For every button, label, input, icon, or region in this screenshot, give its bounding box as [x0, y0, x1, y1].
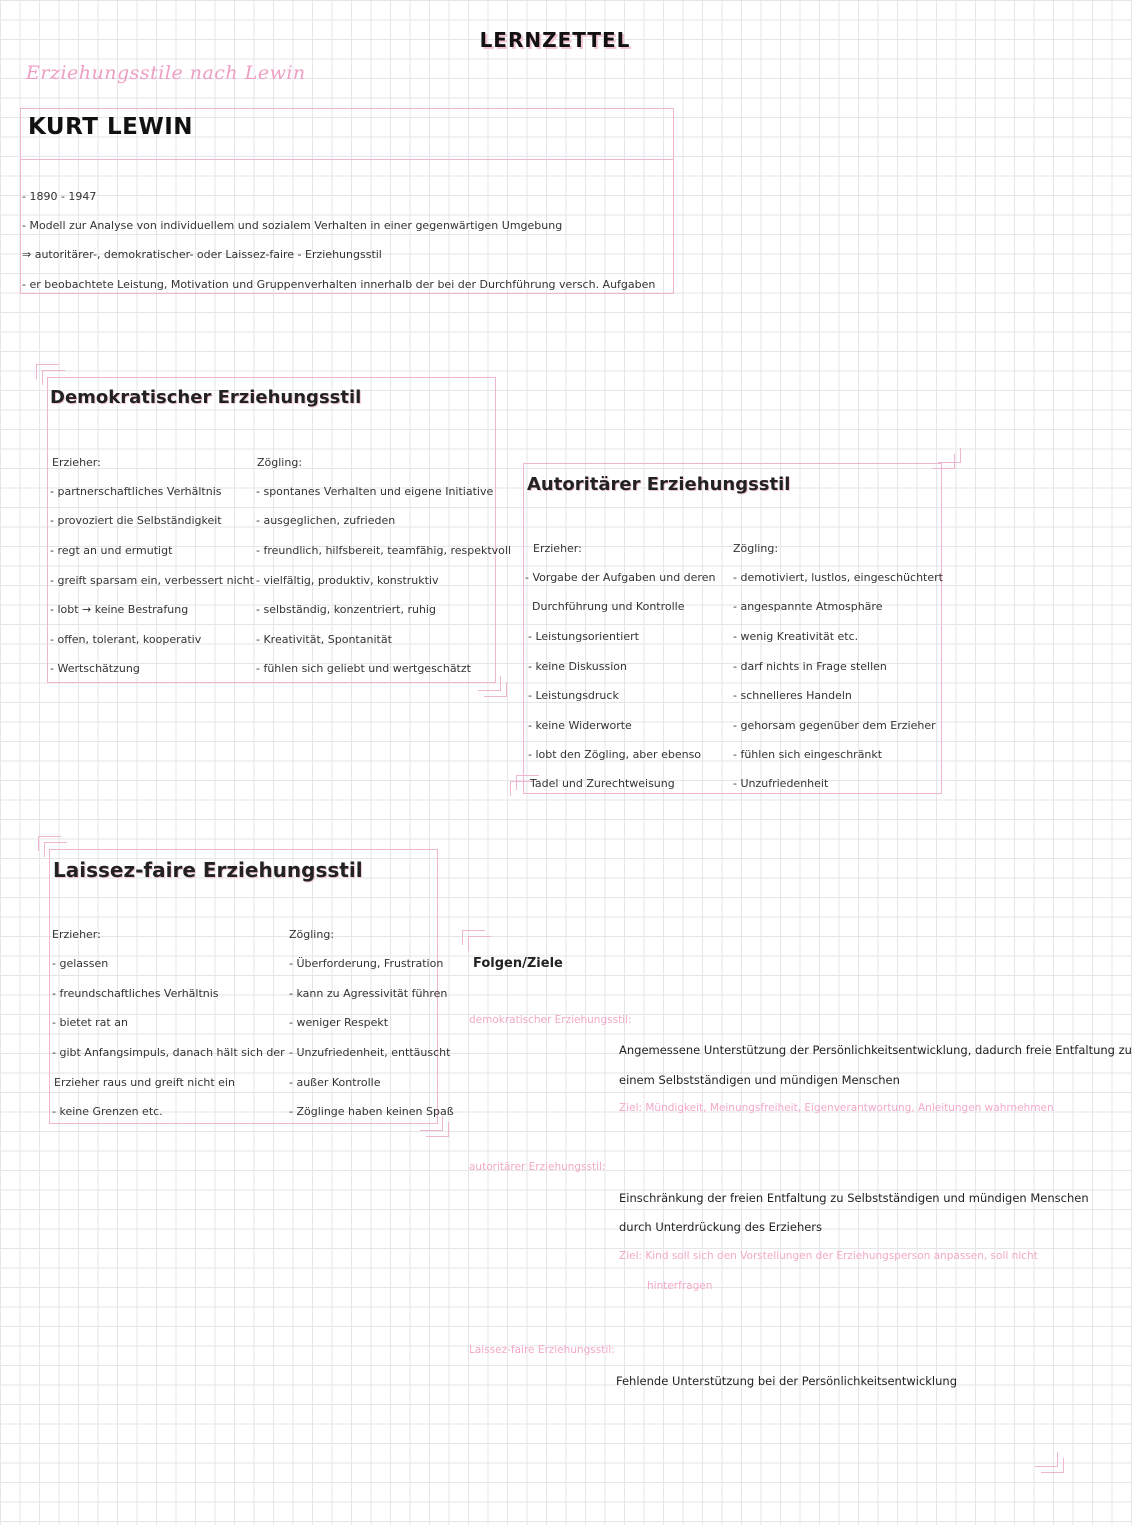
lewin-line: - Modell zur Analyse von individuellem und sozialem Verhalten in einer gegenwärtigen Umgebung	[22, 219, 563, 232]
page-title: LERNZETTEL	[479, 28, 631, 52]
autoritaer-erzieher-item: - lobt den Zögling, aber ebenso	[528, 748, 702, 761]
lewin-line: - 1890 - 1947	[22, 190, 97, 203]
demokratisch-erzieher-item: - Wertschätzung	[50, 662, 140, 675]
autoritaer-zoegling-item: - gehorsam gegenüber dem Erzieher	[733, 719, 936, 732]
folgen-demokratisch-text: Angemessene Unterstützung der Persönlichkeitsentwicklung, dadurch freie Entfaltung zu	[619, 1043, 1132, 1057]
demokratisch-erzieher-item: - regt an und ermutigt	[50, 544, 173, 557]
demokratisch-erzieher-item: - partnerschaftliches Verhältnis	[50, 485, 222, 498]
laissez-title: Laissez-faire Erziehungsstil	[53, 858, 363, 882]
autoritaer-title: Autoritärer Erziehungsstil	[527, 474, 791, 495]
laissez-erzieher-item: - freundschaftliches Verhältnis	[52, 987, 219, 1000]
folgen-laissez-text: Fehlende Unterstützung bei der Persönlichkeitsentwicklung	[616, 1374, 958, 1388]
laissez-zoegling-item: - außer Kontrolle	[289, 1076, 381, 1089]
laissez-erzieher-item: - gibt Anfangsimpuls, danach hält sich der	[52, 1046, 285, 1059]
erzieher-heading: Erzieher:	[533, 542, 582, 555]
demokratisch-erzieher-item: - lobt → keine Bestrafung	[50, 603, 189, 616]
demokratisch-zoegling-item: - selbständig, konzentriert, ruhig	[256, 603, 436, 616]
erzieher-heading: Erzieher:	[52, 928, 101, 941]
autoritaer-box	[523, 463, 942, 794]
laissez-zoegling-item: - weniger Respekt	[289, 1016, 389, 1029]
autoritaer-zoegling-item: - fühlen sich eingeschränkt	[733, 748, 883, 761]
lewin-line: - er beobachtete Leistung, Motivation und Gruppenverhalten innerhalb der bei der Durchführung versch. Aufgaben	[22, 278, 656, 291]
autoritaer-erzieher-item: - keine Widerworte	[528, 719, 632, 732]
laissez-zoegling-item: - Überforderung, Frustration	[289, 957, 444, 970]
folgen-demokratisch-label: demokratischer Erziehungsstil:	[469, 1014, 632, 1026]
erzieher-heading: Erzieher:	[52, 456, 101, 469]
folgen-demokratisch-ziel: Ziel: Mündigkeit, Meinungsfreiheit, Eigenverantwortung, Anleitungen wahrnehmen	[619, 1102, 1054, 1114]
autoritaer-zoegling-item: - Unzufriedenheit	[733, 777, 829, 790]
laissez-erzieher-item: - keine Grenzen etc.	[52, 1105, 163, 1118]
corner-decoration	[426, 1122, 449, 1137]
autoritaer-zoegling-item: - wenig Kreativität etc.	[733, 630, 859, 643]
autoritaer-erzieher-item: - keine Diskussion	[528, 660, 627, 673]
demokratisch-zoegling-item: - freundlich, hilfsbereit, teamfähig, respektvoll	[256, 544, 512, 557]
autoritaer-erzieher-item: - Vorgabe der Aufgaben und deren	[525, 571, 716, 584]
corner-decoration	[484, 682, 507, 697]
laissez-zoegling-item: - kann zu Agressivität führen	[289, 987, 448, 1000]
demokratisch-zoegling-item: - ausgeglichen, zufrieden	[256, 514, 396, 527]
autoritaer-erzieher-item: - Leistungsorientiert	[528, 630, 639, 643]
subject-heading: Erziehungsstile nach Lewin	[26, 62, 306, 84]
folgen-autoritaer-ziel: Ziel: Kind soll sich den Vorstellungen der Erziehungsperson anpassen, soll nicht	[619, 1250, 1038, 1262]
demokratisch-erzieher-item: - provoziert die Selbständigkeit	[50, 514, 222, 527]
lewin-line: ⇒ autoritärer-, demokratischer- oder Laissez-faire - Erziehungsstil	[22, 248, 382, 261]
demokratisch-erzieher-item: - greift sparsam ein, verbessert nicht	[50, 574, 254, 587]
folgen-autoritaer-text: Einschränkung der freien Entfaltung zu Selbstständigen und mündigen Menschen	[619, 1191, 1089, 1205]
zoegling-heading: Zögling:	[733, 542, 779, 555]
demokratisch-erzieher-item: - offen, tolerant, kooperativ	[50, 633, 202, 646]
autoritaer-zoegling-item: - darf nichts in Frage stellen	[733, 660, 887, 673]
folgen-demokratisch-text: einem Selbstständigen und mündigen Menschen	[619, 1073, 900, 1087]
autoritaer-erzieher-item: Durchführung und Kontrolle	[532, 600, 685, 613]
folgen-autoritaer-ziel: hinterfragen	[647, 1280, 713, 1292]
folgen-autoritaer-label: autoritärer Erziehungsstil:	[469, 1161, 606, 1173]
demokratisch-zoegling-item: - spontanes Verhalten und eigene Initiative	[256, 485, 494, 498]
demokratisch-zoegling-item: - vielfältig, produktiv, konstruktiv	[256, 574, 439, 587]
folgen-laissez-label: Laissez-faire Erziehungsstil:	[469, 1344, 615, 1356]
zoegling-heading: Zögling:	[257, 456, 303, 469]
autoritaer-erzieher-item: Tadel und Zurechtweisung	[530, 777, 675, 790]
folgen-title: Folgen/Ziele	[473, 956, 563, 971]
autoritaer-zoegling-item: - demotiviert, lustlos, eingeschüchtert	[733, 571, 943, 584]
demokratisch-title: Demokratischer Erziehungsstil	[50, 387, 362, 408]
corner-decoration	[468, 936, 491, 951]
demokratisch-zoegling-item: - fühlen sich geliebt und wertgeschätzt	[256, 662, 471, 675]
laissez-zoegling-item: - Zöglinge haben keinen Spaß	[289, 1105, 454, 1118]
laissez-erzieher-item: - gelassen	[52, 957, 109, 970]
demokratisch-zoegling-item: - Kreativität, Spontanität	[256, 633, 392, 646]
folgen-autoritaer-text: durch Unterdrückung des Erziehers	[619, 1220, 823, 1234]
autoritaer-zoegling-item: - angespannte Atmosphäre	[733, 600, 883, 613]
laissez-erzieher-item: - bietet rat an	[52, 1016, 128, 1029]
zoegling-heading: Zögling:	[289, 928, 335, 941]
corner-decoration	[1041, 1458, 1064, 1473]
laissez-erzieher-item: Erzieher raus und greift nicht ein	[54, 1076, 235, 1089]
lewin-name: KURT LEWIN	[28, 114, 194, 140]
autoritaer-erzieher-item: - Leistungsdruck	[528, 689, 619, 702]
autoritaer-zoegling-item: - schnelleres Handeln	[733, 689, 852, 702]
laissez-zoegling-item: - Unzufriedenheit, enttäuscht	[289, 1046, 451, 1059]
